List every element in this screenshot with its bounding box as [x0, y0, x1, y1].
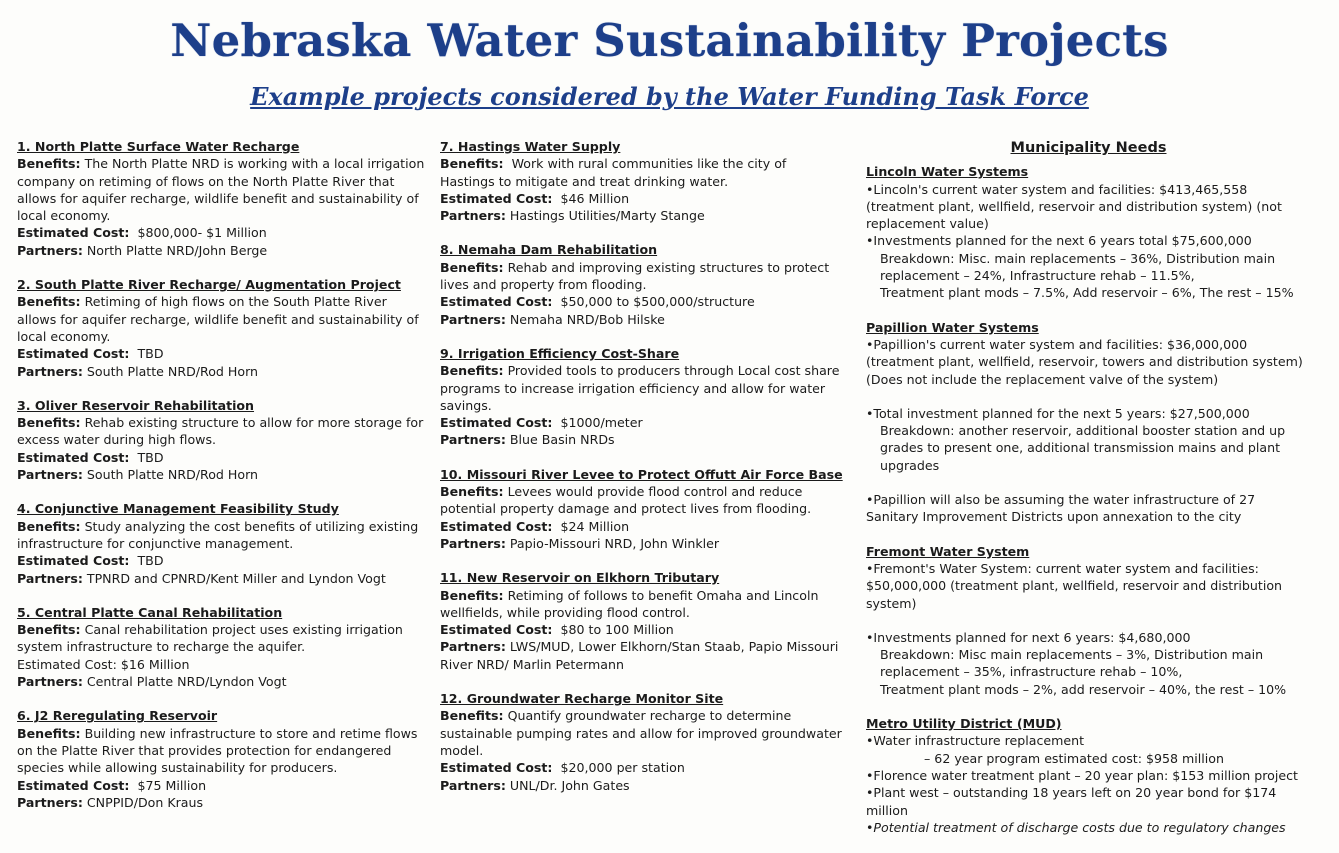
project-10	[440, 466, 845, 552]
project-benefits: Canal rehabilitation project uses existing irrigation system infrastructure to recharge the aquifer.	[17, 622, 403, 655]
project-partners: South Platte NRD/Rod Horn	[86, 467, 259, 483]
benefits-label: Benefits:	[17, 622, 81, 638]
section-line: •Papillion's current water system and facilities: $36,000,000 (treatment plant, wellfield, reservoir, towers and distribution system) (Does not include the replacement valve of the system)	[866, 336, 1303, 387]
section-title: Fremont Water System	[866, 543, 1030, 559]
section-title: Papillion Water Systems	[866, 319, 1039, 335]
project-cost: TBD	[137, 553, 164, 569]
project-partners: South Platte NRD/Rod Horn	[86, 363, 259, 379]
project-12	[440, 690, 845, 794]
partners-label: Partners:	[17, 363, 83, 379]
project-7	[440, 138, 845, 224]
section-line: •Water infrastructure replacement	[866, 733, 1085, 749]
partners-label: Partners:	[440, 311, 506, 327]
project-5	[17, 604, 429, 690]
benefits-label: Benefits:	[440, 708, 504, 724]
municipality-column	[866, 138, 1311, 853]
partners-label: Partners:	[440, 432, 506, 448]
project-title: 7. Hastings Water Supply	[440, 139, 621, 154]
project-cost: $800,000- $1 Million	[137, 225, 267, 241]
section-title: Lincoln Water Systems	[866, 164, 1029, 180]
benefits-label: Benefits:	[440, 587, 504, 603]
partners-label: Partners:	[17, 794, 83, 810]
benefits-label: Benefits:	[17, 415, 81, 431]
project-cost: $46 Million	[560, 190, 630, 206]
section-title: Metro Utility District (MUD)	[866, 716, 1062, 732]
section-line: •Lincoln's current water system and facilities: $413,465,558 (treatment plant, wellfield, reservoir and distribution system) (not replacement value)	[866, 181, 1282, 232]
partners-label: Partners:	[440, 535, 506, 551]
benefits-label: Benefits:	[440, 484, 504, 500]
project-cost: TBD	[137, 449, 164, 465]
project-cost: $20,000 per station	[560, 760, 685, 776]
section-line: •Investments planned for the next 6 years total $75,600,000	[866, 233, 1252, 249]
cost-label: Estimated Cost:	[440, 622, 553, 638]
section-line: – 62 year program estimated cost: $958 million	[924, 750, 1224, 766]
project-4	[17, 500, 429, 586]
project-partners: UNL/Dr. John Gates	[509, 777, 630, 793]
papillion-section	[866, 319, 1311, 526]
mud-section	[866, 715, 1311, 836]
cost-label: Estimated Cost:	[440, 415, 553, 431]
project-benefits: Rehab and improving existing structures to protect lives and property from flooding.	[440, 259, 830, 293]
projects-column-2	[440, 138, 845, 811]
section-line: Treatment plant mods – 2%, add reservoir – 40%, the rest – 10%	[880, 681, 1287, 697]
project-cost: $80 to 100 Million	[560, 622, 674, 638]
spacer	[866, 612, 1311, 629]
project-11	[440, 569, 845, 673]
project-benefits: The North Platte NRD is working with a local irrigation company on retiming of flows on the North Platte River that allows for aquifer recharge, wildlife benefit and sustainability of local economy.	[17, 156, 425, 224]
project-cost: TBD	[137, 346, 164, 362]
partners-label: Partners:	[17, 242, 83, 258]
project-benefits: Retiming of follows to benefit Omaha and Lincoln wellfields, while providing flood control.	[440, 587, 819, 620]
section-line: Breakdown: Misc. main replacements – 36%, Distribution main replacement – 24%, Infrastructure rehab – 11.5%,	[880, 250, 1276, 284]
project-title: 4. Conjunctive Management Feasibility Study	[17, 501, 339, 517]
section-line: •Potential treatment of discharge costs due to regulatory changes	[866, 819, 1286, 835]
benefits-label: Benefits:	[17, 725, 81, 741]
benefits-label: Benefits:	[440, 363, 504, 379]
section-line: •Plant west – outstanding 18 years left on 20 year bond for $174 million	[866, 785, 1277, 818]
project-title: 10. Missouri River Levee to Protect Offutt Air Force Base	[440, 466, 843, 482]
cost-label: Estimated Cost:	[17, 449, 130, 465]
project-title: 9. Irrigation Efficiency Cost-Share	[440, 345, 680, 361]
project-title: 6. J2 Reregulating Reservoir	[17, 708, 218, 724]
project-benefits: Levees would provide flood control and reduce potential property damage and protect lives from flooding.	[440, 484, 812, 517]
spacer	[866, 388, 1311, 405]
project-title: 11. New Reservoir on Elkhorn Tributary	[440, 570, 720, 586]
project-cost: $24 Million	[560, 518, 630, 534]
page-subtitle: Example projects considered by the Water Funding Task Force	[250, 82, 1089, 111]
partners-label: Partners:	[440, 777, 506, 793]
project-2	[17, 276, 429, 380]
project-cost: $1000/meter	[560, 415, 643, 431]
project-9	[440, 345, 845, 449]
projects-column-1	[17, 138, 429, 828]
project-benefits: Retiming of high flows on the South Platte River allows for aquifer recharge, wildlife benefit and sustainability of local economy.	[17, 294, 419, 344]
project-benefits: Work with rural communities like the city of Hastings to mitigate and treat drinking water.	[440, 156, 787, 189]
cost-label: Estimated Cost:	[440, 190, 553, 206]
project-benefits: Study analyzing the cost benefits of utilizing existing infrastructure for conjunctive management.	[17, 518, 419, 551]
section-line: •Fremont's Water System: current water system and facilities: $50,000,000 (treatment plant, wellfield, reservoir and distribution system)	[866, 560, 1283, 611]
project-benefits: Rehab existing structure to allow for more storage for excess water during high flows.	[17, 415, 424, 448]
project-partners: Nemaha NRD/Bob Hilske	[509, 311, 665, 327]
project-benefits: Quantify groundwater recharge to determine sustainable pumping rates and allow for improved groundwater model.	[440, 708, 842, 758]
partners-label: Partners:	[17, 674, 83, 690]
partners-label: Partners:	[17, 570, 83, 586]
project-partners: LWS/MUD, Lower Elkhorn/Stan Staab, Papio Missouri River NRD/ Marlin Petermann	[440, 639, 839, 672]
cost-label: Estimated Cost:	[440, 294, 553, 310]
project-6	[17, 707, 429, 811]
project-title: 12. Groundwater Recharge Monitor Site	[440, 691, 724, 707]
project-cost: $50,000 to $500,000/structure	[560, 294, 755, 310]
section-line: Treatment plant mods – 7.5%, Add reservoir – 6%, The rest – 15%	[880, 285, 1294, 301]
project-1	[17, 138, 429, 259]
cost-label: Estimated Cost:	[440, 760, 553, 776]
project-title: 5. Central Platte Canal Rehabilitation	[17, 604, 283, 620]
project-cost: Estimated Cost: $16 Million	[17, 656, 190, 672]
partners-label: Partners:	[440, 208, 506, 224]
benefits-label: Benefits:	[440, 156, 504, 172]
project-partners: Central Platte NRD/Lyndon Vogt	[86, 674, 287, 690]
project-title: 8. Nemaha Dam Rehabilitation	[440, 242, 658, 258]
project-8	[440, 241, 845, 327]
partners-label: Partners:	[17, 467, 83, 483]
project-partners: Hastings Utilities/Marty Stange	[509, 208, 705, 224]
cost-label: Estimated Cost:	[17, 346, 130, 362]
benefits-label: Benefits:	[17, 294, 81, 310]
section-line: •Papillion will also be assuming the water infrastructure of 27 Sanitary Improvement Districts upon annexation to the city	[866, 492, 1256, 525]
cost-label: Estimated Cost:	[17, 777, 130, 793]
partners-label: Partners:	[440, 639, 506, 655]
project-partners: CNPPID/Don Kraus	[86, 794, 204, 810]
section-line: •Total investment planned for the next 5 years: $27,500,000	[866, 405, 1250, 421]
section-line: •Florence water treatment plant – 20 year plan: $153 million project	[866, 767, 1298, 783]
section-line: Breakdown: Misc main replacements – 3%, Distribution main replacement – 35%, infrastructure rehab – 10%,	[880, 647, 1264, 680]
section-line: •Investments planned for next 6 years: $4,680,000	[866, 629, 1191, 645]
benefits-label: Benefits:	[17, 156, 81, 172]
project-cost: $75 Million	[137, 777, 207, 793]
page-title: Nebraska Water Sustainability Projects	[170, 14, 1169, 67]
project-benefits: Building new infrastructure to store and retime flows on the Platte River that provides protection for endangered species while allowing sustainability for producers.	[17, 725, 418, 776]
lincoln-section	[866, 163, 1311, 301]
fremont-section	[866, 543, 1311, 698]
project-title: 1. North Platte Surface Water Recharge	[17, 139, 300, 154]
benefits-label: Benefits:	[17, 518, 81, 534]
project-3	[17, 397, 429, 483]
project-partners: North Platte NRD/John Berge	[86, 242, 268, 258]
cost-label: Estimated Cost:	[440, 518, 553, 534]
project-title: 3. Oliver Reservoir Rehabilitation	[17, 397, 255, 413]
project-title: 2. South Platte River Recharge/ Augmentation Project	[17, 277, 401, 293]
benefits-label: Benefits:	[440, 259, 504, 275]
cost-label: Estimated Cost:	[17, 553, 130, 569]
cost-label: Estimated Cost:	[17, 225, 130, 241]
spacer	[866, 474, 1311, 491]
project-partners: Papio-Missouri NRD, John Winkler	[509, 535, 720, 551]
section-line: Breakdown: another reservoir, additional booster station and up grades to present one, additional transmission mains and plant upgrades	[880, 423, 1286, 473]
project-benefits: Provided tools to producers through Local cost share programs to increase irrigation efficiency and allow for water savings.	[440, 363, 840, 413]
project-partners: Blue Basin NRDs	[509, 432, 615, 448]
project-partners: TPNRD and CPNRD/Kent Miller and Lyndon Vogt	[86, 570, 386, 586]
municipality-heading: Municipality Needs	[1010, 140, 1167, 156]
